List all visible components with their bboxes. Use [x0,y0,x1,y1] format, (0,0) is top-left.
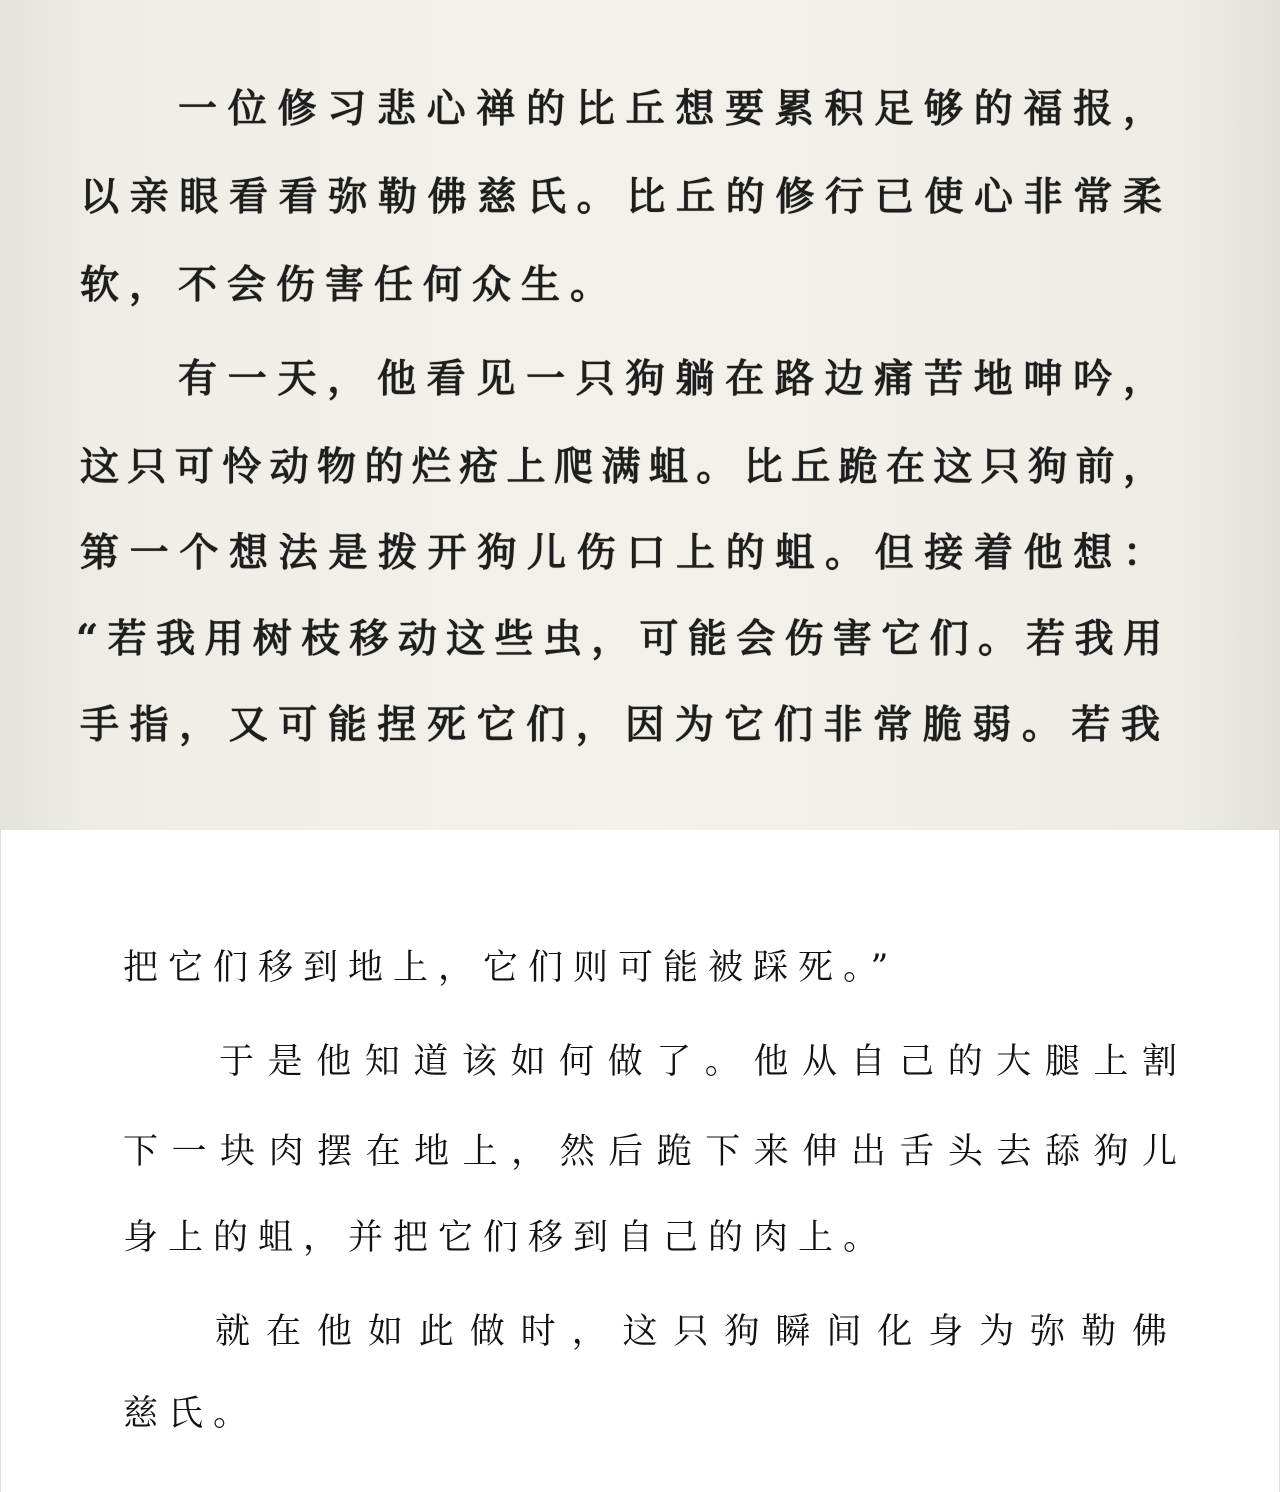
text-line: 于是他知道该如何做了。他从自己的大腿上割 [219,1042,1177,1082]
text-line: 下一块肉摆在地上，然后跪下来伸出舌头去舔狗儿 [123,1132,1177,1172]
book-page-scan [0,830,1280,1492]
text-line: “若我用树枝移动这些虫，可能会伤害它们。若我用 [76,616,1162,662]
text-line: 一位修习悲心禅的比丘想要累积足够的福报， [178,86,1162,132]
text-line: 软，不会伤害任何众生。 [80,262,620,308]
text-line: 就在他如此做时，这只狗瞬间化身为弥勒佛 [215,1312,1167,1352]
text-line: 身上的蛆，并把它们移到自己的肉上。 [123,1218,889,1258]
text-line: 这只可怜动物的烂疮上爬满蛆。比丘跪在这只狗前， [80,444,1162,490]
text-line: 慈氏。 [123,1394,259,1434]
text-line: 把它们移到地上，它们则可能被踩死。” [123,948,899,988]
text-line: 以亲眼看看弥勒佛慈氏。比丘的修行已使心非常柔 [80,174,1162,220]
text-line: 第一个想法是拨开狗儿伤口上的蛆。但接着他想： [80,530,1162,576]
text-line: 有一天，他看见一只狗躺在路边痛苦地呻吟， [178,356,1162,402]
text-line: 手指，又可能捏死它们，因为它们非常脆弱。若我 [80,702,1160,748]
